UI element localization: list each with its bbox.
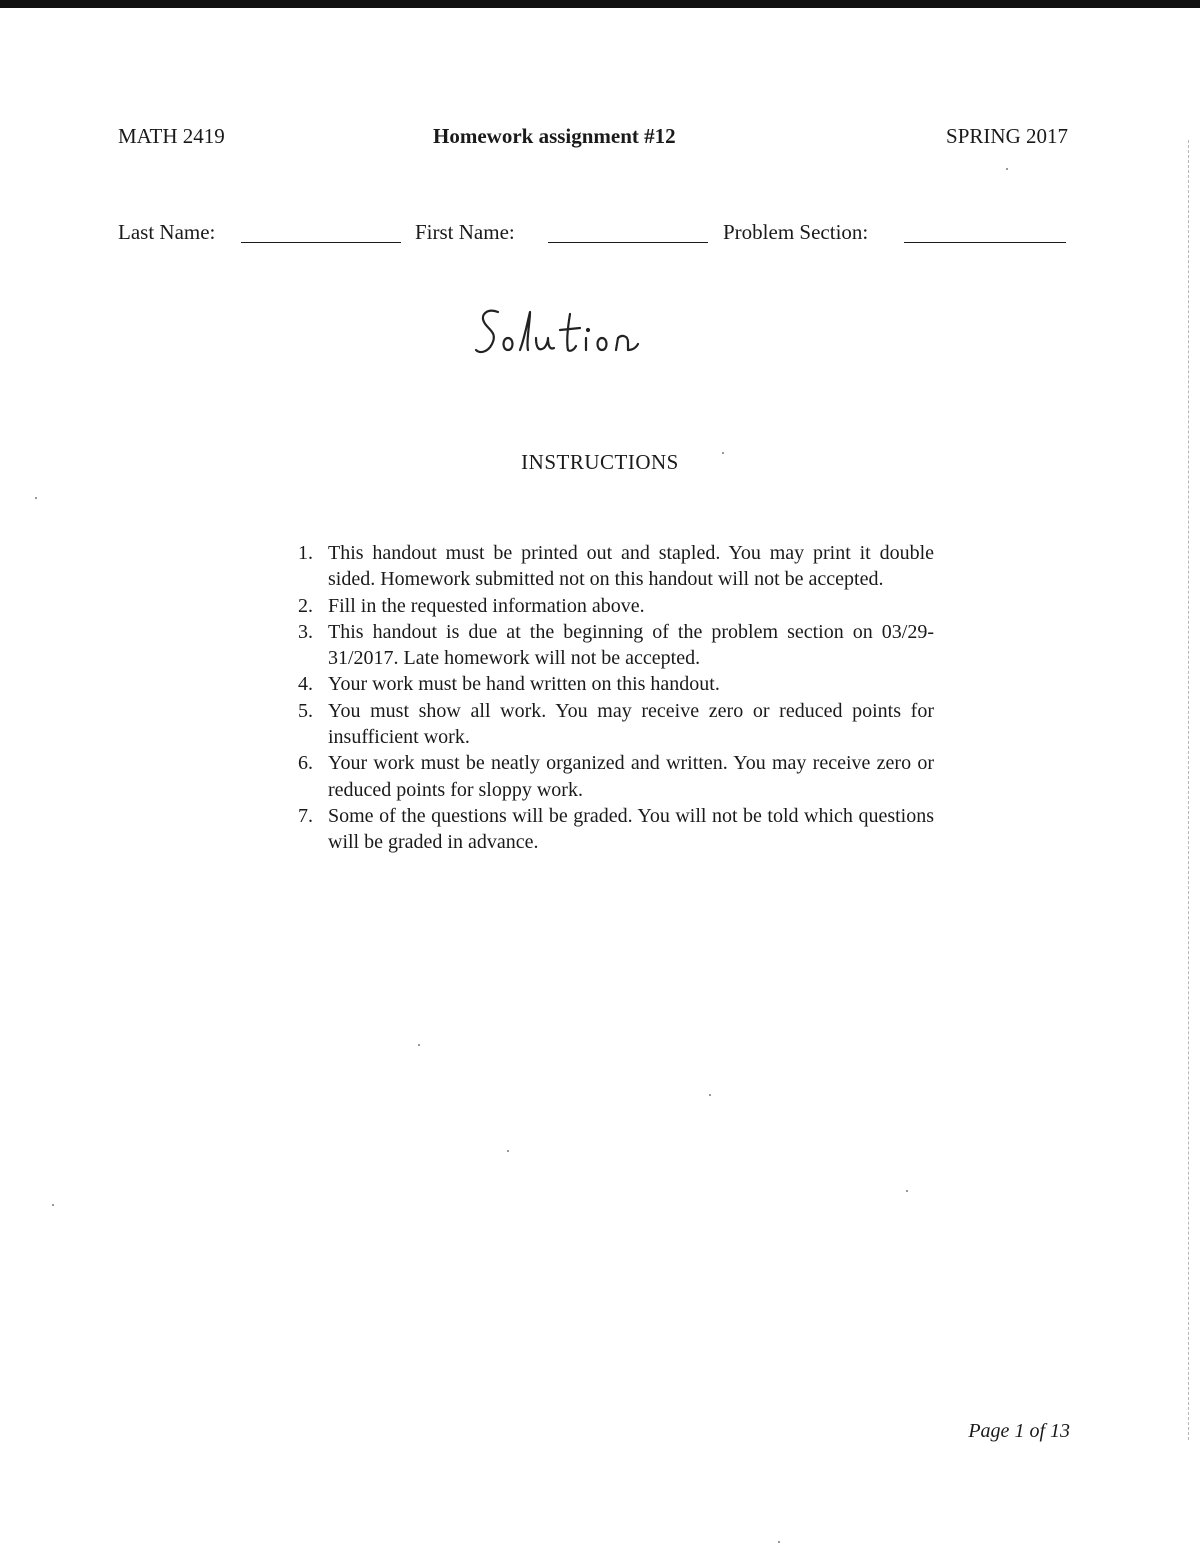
instruction-text: Fill in the requested information above. (328, 594, 645, 617)
scan-speck (906, 1190, 908, 1192)
instruction-number: 1. (298, 542, 313, 564)
course-code: MATH 2419 (118, 124, 225, 148)
instruction-number: 2. (298, 594, 313, 617)
instructions-heading: INSTRUCTIONS (521, 450, 679, 474)
scan-top-border (0, 0, 1200, 8)
scan-speck (507, 1150, 509, 1152)
instruction-number: 4. (298, 673, 313, 696)
instructions-list (298, 540, 934, 856)
last-name-blank[interactable] (241, 242, 401, 243)
scan-speck (52, 1204, 54, 1206)
instruction-item (298, 750, 934, 803)
instruction-number: 6. (298, 752, 313, 775)
instruction-item (298, 671, 934, 697)
instruction-text: This handout is due at the beginning of the problem section on 03/29-31/2017. Late homework will not be accepted. (328, 620, 934, 670)
instruction-text: This handout must be printed out and stapled. You may print it double sided. Homework submitted not on this handout will not be accepted. (328, 542, 934, 591)
scan-speck (418, 1044, 420, 1046)
scan-speck (778, 1541, 780, 1543)
document-header (118, 124, 1068, 154)
scan-speck (709, 1094, 711, 1096)
student-info-row (118, 220, 1068, 250)
page-number: Page 1 of 13 (968, 1420, 1070, 1442)
assignment-title: Homework assignment #12 (433, 124, 676, 148)
scan-speck (35, 497, 37, 499)
instruction-item (298, 593, 934, 619)
handwritten-solution-signature (472, 300, 672, 370)
instruction-text: Your work must be neatly organized and written. You may receive zero or reduced points for sloppy work. (328, 752, 934, 801)
instruction-number: 3. (298, 620, 313, 643)
problem-section-label: Problem Section: (723, 220, 869, 244)
instruction-text: Some of the questions will be graded. You will not be told which questions will be graded in advance. (328, 804, 934, 854)
instruction-item (298, 619, 934, 672)
instruction-item (298, 803, 934, 856)
first-name-blank[interactable] (548, 242, 708, 243)
scan-right-edge-artifact (1188, 140, 1190, 1440)
instruction-number: 5. (298, 699, 313, 722)
instruction-item (298, 698, 934, 751)
instruction-text: Your work must be hand written on this handout. (328, 673, 720, 696)
scan-speck (722, 452, 724, 454)
term: SPRING 2017 (946, 124, 1068, 148)
instruction-item (298, 540, 934, 593)
instruction-text: You must show all work. You may receive zero or reduced points for insufficient work. (328, 699, 934, 749)
first-name-label: First Name: (415, 220, 515, 244)
scan-speck (1006, 168, 1008, 170)
last-name-label: Last Name: (118, 220, 216, 244)
instruction-number: 7. (298, 804, 313, 827)
problem-section-blank[interactable] (904, 242, 1066, 243)
